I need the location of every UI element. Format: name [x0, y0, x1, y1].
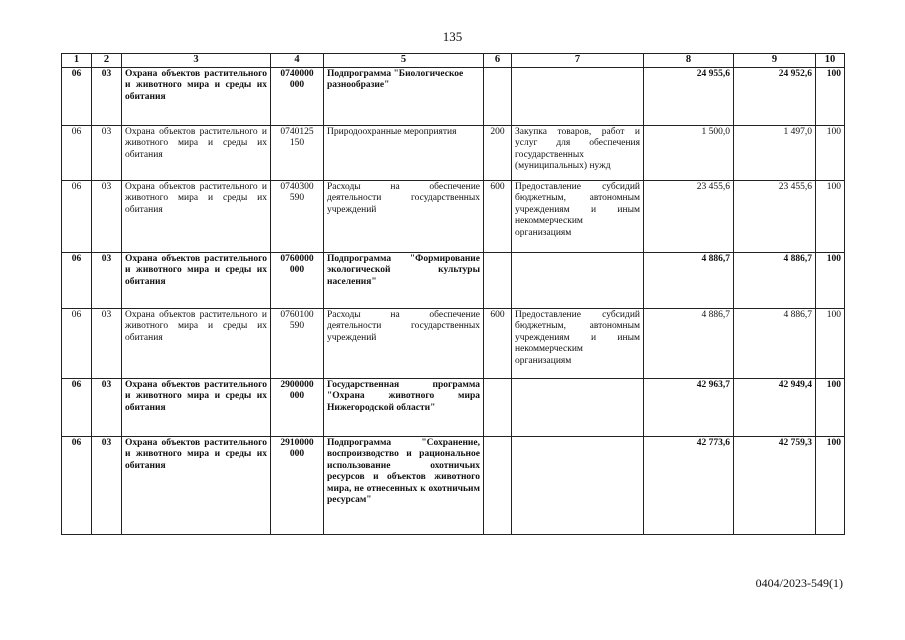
column-header: 1	[62, 54, 92, 68]
subsection-code: 03	[92, 68, 122, 126]
subsection-code: 03	[92, 379, 122, 437]
section-code: 06	[62, 379, 92, 437]
article-name: Подпрограмма "Сохранение, воспроизводство и рациональное использование охотничьих ресурсов и объектов животного мира, не отнесенных к охотничьим ресурсам"	[324, 437, 484, 535]
section-code: 06	[62, 437, 92, 535]
executed-amount: 4 886,7	[734, 309, 816, 379]
column-header: 3	[122, 54, 271, 68]
article-name: Подпрограмма "Формирование экологической культуры населения"	[324, 253, 484, 309]
target-article-code: 0760000 000	[271, 253, 324, 309]
document-code: 0404/2023-549(1)	[755, 576, 843, 590]
article-name: Природоохранные мероприятия	[324, 126, 484, 181]
column-header: 6	[484, 54, 512, 68]
execution-percent: 100	[816, 379, 845, 437]
table-row	[62, 253, 845, 309]
expense-type-name	[512, 379, 644, 437]
section-code: 06	[62, 309, 92, 379]
article-name: Подпрограмма "Биологическое разнообразие"	[324, 68, 484, 126]
planned-amount: 1 500,0	[644, 126, 734, 181]
planned-amount: 24 955,6	[644, 68, 734, 126]
execution-percent: 100	[816, 309, 845, 379]
article-name: Государственная программа "Охрана животного мира Нижегородской области"	[324, 379, 484, 437]
expense-type-code	[484, 437, 512, 535]
expense-type-name	[512, 68, 644, 126]
executed-amount: 42 949,4	[734, 379, 816, 437]
executed-amount: 24 952,6	[734, 68, 816, 126]
section-code: 06	[62, 68, 92, 126]
expense-type-name	[512, 437, 644, 535]
subsection-code: 03	[92, 181, 122, 253]
execution-percent: 100	[816, 253, 845, 309]
subsection-code: 03	[92, 126, 122, 181]
executed-amount: 23 455,6	[734, 181, 816, 253]
section-name: Охрана объектов растительного и животного мира и среды их обитания	[122, 181, 271, 253]
budget-table	[61, 53, 845, 535]
subsection-code: 03	[92, 437, 122, 535]
expense-type-code: 600	[484, 309, 512, 379]
expense-type-code	[484, 379, 512, 437]
table-row	[62, 309, 845, 379]
target-article-code: 2900000 000	[271, 379, 324, 437]
planned-amount: 23 455,6	[644, 181, 734, 253]
planned-amount: 42 963,7	[644, 379, 734, 437]
section-name: Охрана объектов растительного и животного мира и среды их обитания	[122, 379, 271, 437]
subsection-code: 03	[92, 253, 122, 309]
expense-type-code	[484, 68, 512, 126]
expense-type-name	[512, 253, 644, 309]
target-article-code: 0740000 000	[271, 68, 324, 126]
target-article-code: 0760100 590	[271, 309, 324, 379]
section-code: 06	[62, 126, 92, 181]
execution-percent: 100	[816, 126, 845, 181]
expense-type-name: Предоставление субсидий бюджетным, автономным учреждениям и иным некоммерческим организациям	[512, 181, 644, 253]
column-header: 8	[644, 54, 734, 68]
column-header: 2	[92, 54, 122, 68]
planned-amount: 42 773,6	[644, 437, 734, 535]
target-article-code: 2910000 000	[271, 437, 324, 535]
execution-percent: 100	[816, 437, 845, 535]
execution-percent: 100	[816, 68, 845, 126]
planned-amount: 4 886,7	[644, 309, 734, 379]
table-row	[62, 68, 845, 126]
column-header: 4	[271, 54, 324, 68]
executed-amount: 42 759,3	[734, 437, 816, 535]
planned-amount: 4 886,7	[644, 253, 734, 309]
section-name: Охрана объектов растительного и животного мира и среды их обитания	[122, 309, 271, 379]
target-article-code: 0740300 590	[271, 181, 324, 253]
table-row	[62, 126, 845, 181]
executed-amount: 4 886,7	[734, 253, 816, 309]
table-header-row	[62, 54, 845, 68]
expense-type-code	[484, 253, 512, 309]
subsection-code: 03	[92, 309, 122, 379]
column-header: 5	[324, 54, 484, 68]
section-name: Охрана объектов растительного и животного мира и среды их обитания	[122, 437, 271, 535]
section-code: 06	[62, 181, 92, 253]
article-name: Расходы на обеспечение деятельности государственных учреждений	[324, 181, 484, 253]
article-name: Расходы на обеспечение деятельности государственных учреждений	[324, 309, 484, 379]
column-header: 10	[816, 54, 845, 68]
table-row	[62, 379, 845, 437]
section-name: Охрана объектов растительного и животного мира и среды их обитания	[122, 68, 271, 126]
table-row	[62, 437, 845, 535]
executed-amount: 1 497,0	[734, 126, 816, 181]
expense-type-name: Закупка товаров, работ и услуг для обеспечения государственных (муниципальных) нужд	[512, 126, 644, 181]
execution-percent: 100	[816, 181, 845, 253]
expense-type-code: 200	[484, 126, 512, 181]
section-code: 06	[62, 253, 92, 309]
column-header: 7	[512, 54, 644, 68]
target-article-code: 0740125 150	[271, 126, 324, 181]
page-number: 135	[442, 29, 463, 44]
section-name: Охрана объектов растительного и животного мира и среды их обитания	[122, 126, 271, 181]
table-row	[62, 181, 845, 253]
expense-type-code: 600	[484, 181, 512, 253]
expense-type-name: Предоставление субсидий бюджетным, автономным учреждениям и иным некоммерческим организациям	[512, 309, 644, 379]
section-name: Охрана объектов растительного и животного мира и среды их обитания	[122, 253, 271, 309]
column-header: 9	[734, 54, 816, 68]
